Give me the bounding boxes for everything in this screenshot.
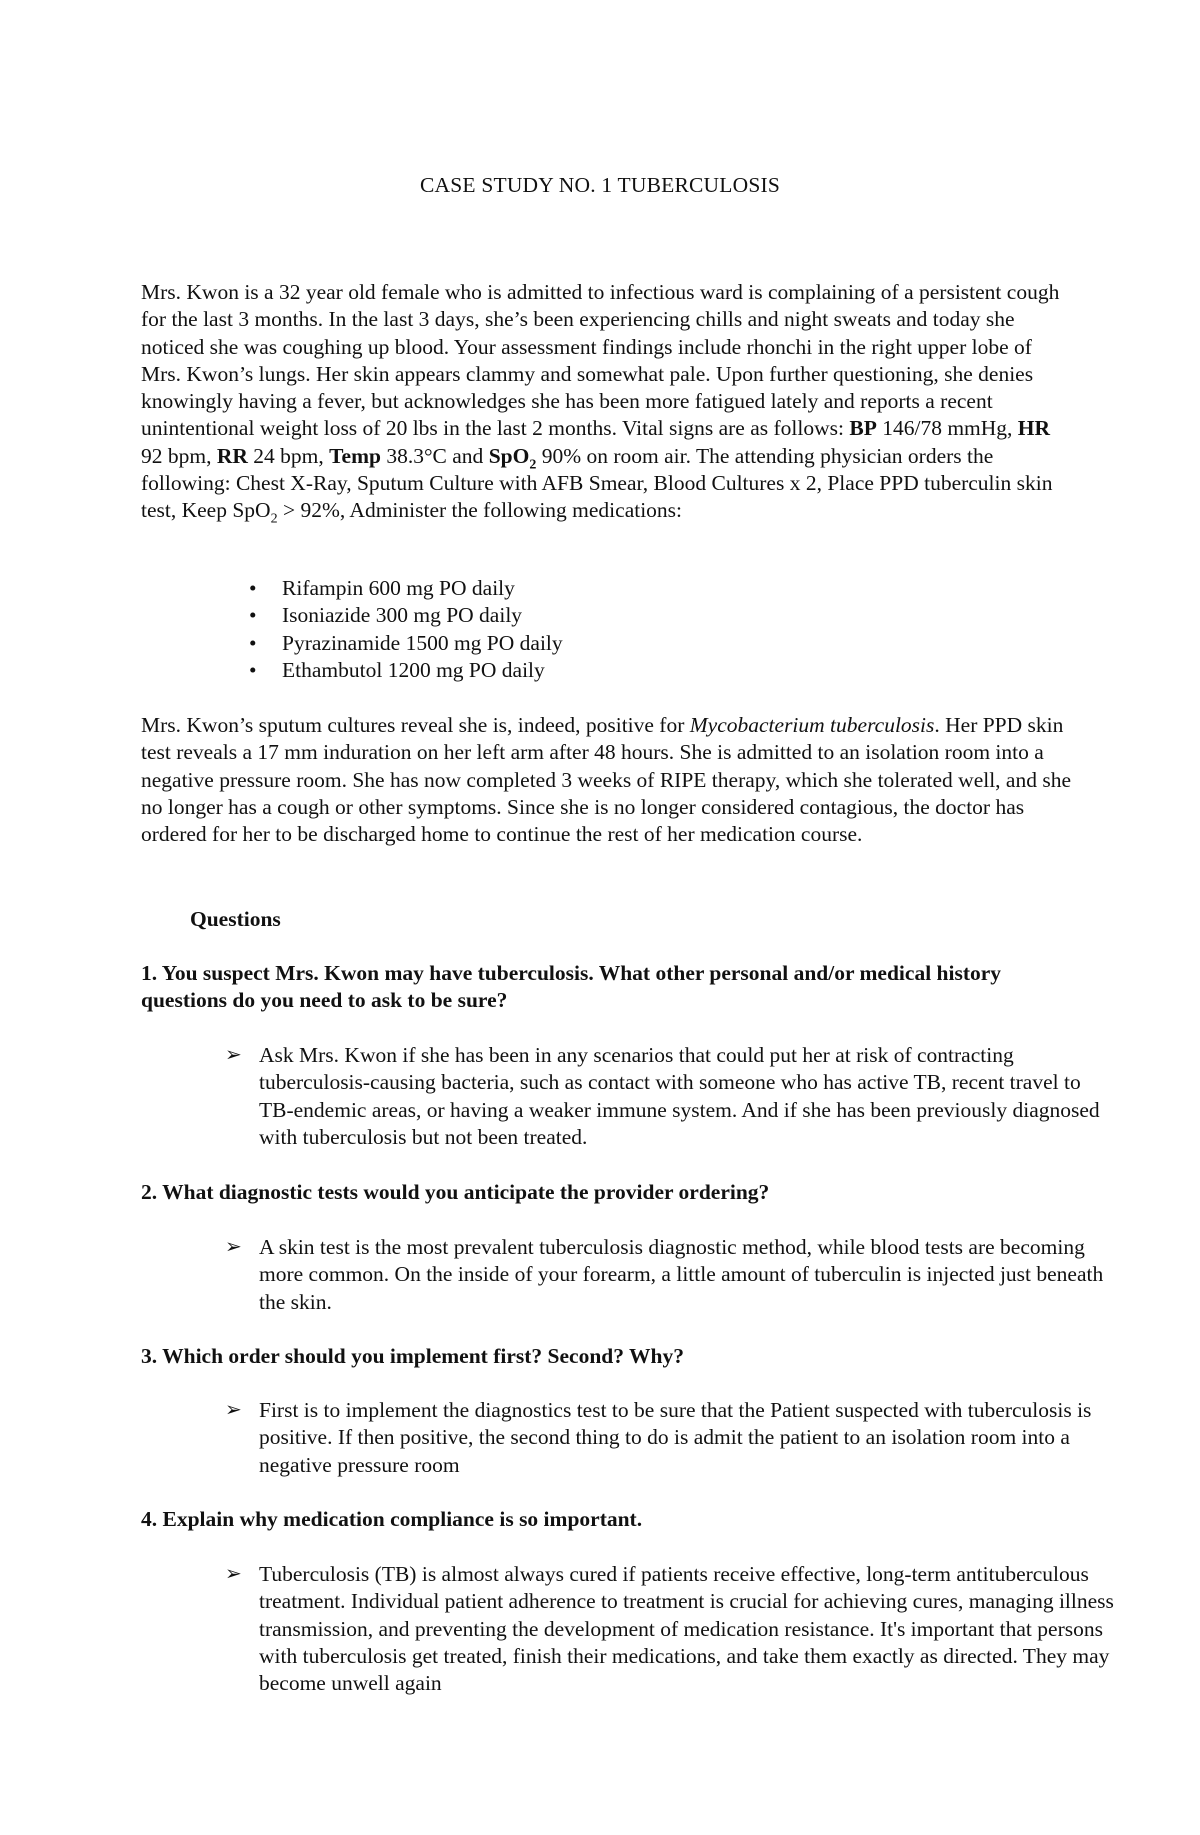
answer-4: ➢ Tuberculosis (TB) is almost always cured if patients receive effective, long-term antituberculous treatment. Individual patient adherence to treatment is crucial for achieving cures, managing illness transmission, and preventing the development of medication resistance. It's important that persons with tuberculosis get treated, finish their medications, and take them exactly as directed. They may become unwell again (225, 1562, 1114, 1696)
arrow-bullet-icon: ➢ (225, 1044, 242, 1066)
question-3: 3. Which order should you implement first? Second? Why? (141, 1344, 684, 1368)
arrow-bullet-icon: ➢ (225, 1563, 242, 1585)
bullet-icon: • (249, 657, 257, 682)
list-item: • Rifampin 600 mg PO daily (225, 575, 1025, 602)
arrow-bullet-icon: ➢ (225, 1399, 242, 1421)
answer-1: ➢ Ask Mrs. Kwon if she has been in any scenarios that could put her at risk of contracting tuberculosis-causing bacteria, such as contact with someone who has active TB, recent travel to TB-endemic areas, or having a weaker immune system. And if she has been previously diagnosed with tuberculosis but not been treated. (225, 1043, 1100, 1149)
answer-3: ➢ First is to implement the diagnostics test to be sure that the Patient suspected with tuberculosis is positive. If then positive, the second thing to do is admit the patient to an isolation room into a negative pressure room (225, 1398, 1092, 1477)
bullet-icon: • (249, 576, 257, 600)
list-item: • Pyrazinamide 1500 mg PO daily (225, 630, 1025, 657)
questions-heading: Questions (190, 907, 281, 931)
temp-label: Temp (329, 443, 381, 468)
question-1: 1. You suspect Mrs. Kwon may have tuberculosis. What other personal and/or medical history questions do you need to ask to be sure? (141, 961, 1002, 1013)
bp-label: BP (849, 416, 877, 441)
medication-list (225, 575, 1025, 684)
list-item: • Ethambutol 1200 mg PO daily (225, 657, 1025, 684)
bullet-icon: • (249, 603, 257, 628)
hr-label: HR (1017, 416, 1051, 441)
document-title: CASE STUDY NO. 1 TUBERCULOSIS (420, 173, 780, 197)
spo2-label: SpO$_2$ (488, 443, 537, 473)
question-2: 2. What diagnostic tests would you anticipate the provider ordering? (141, 1180, 770, 1204)
arrow-bullet-icon: ➢ (225, 1236, 242, 1258)
case-outcome-paragraph: Mrs. Kwon’s sputum cultures reveal she is, indeed, positive for Mycobacterium tuberculosis. Her PPD skin test reveals a 17 mm induration on her left arm after 48 hours. She is admitted to an isolation room into a negative pressure room. She has now completed 3 weeks of RIPE therapy, which she tolerated well, and she no longer has a cough or other symptoms. Since she is no longer considered contagious, the doctor has ordered for her to be discharged home to continue the rest of her medication course. (141, 713, 1072, 847)
case-intro-paragraph: Mrs. Kwon is a 32 year old female who is admitted to infectious ward is complaining of a persistent cough for the last 3 months. In the last 3 days, she’s been experiencing chills and night sweats and today she noticed she was coughing up blood. Your assessment findings include rhonchi in the right upper lobe of Mrs. Kwon’s lungs. Her skin appears clammy and somewhat pale. Upon further questioning, she denies knowingly having a fever, but acknowledges she has been more fatigued lately and reports a recent unintentional weight loss of 20 lbs in the last 2 months. Vital signs are as follows: BP 146/78 mmHg, HR 92 bpm, RR 24 bpm, Temp 38.3°C and SpO$_2$ 90% on room air. The attending physician orders the following: Chest X-Ray, Sputum Culture with AFB Smear, Blood Cultures x 2, Place PPD tuberculin skin test, Keep SpO$_2$ > 92%, Administer the following medications: (141, 280, 1060, 527)
bullet-icon: • (249, 630, 257, 655)
question-4: 4. Explain why medication compliance is so important. (141, 1507, 643, 1531)
organism-name: Mycobacterium tuberculosis (689, 713, 935, 737)
answer-2: ➢ A skin test is the most prevalent tuberculosis diagnostic method, while blood tests are becoming more common. On the inside of your forearm, a little amount of tuberculin is injected just beneath the skin. (225, 1235, 1104, 1314)
rr-label: RR (216, 443, 248, 468)
list-item: • Isoniazide 300 mg PO daily (225, 602, 1025, 629)
